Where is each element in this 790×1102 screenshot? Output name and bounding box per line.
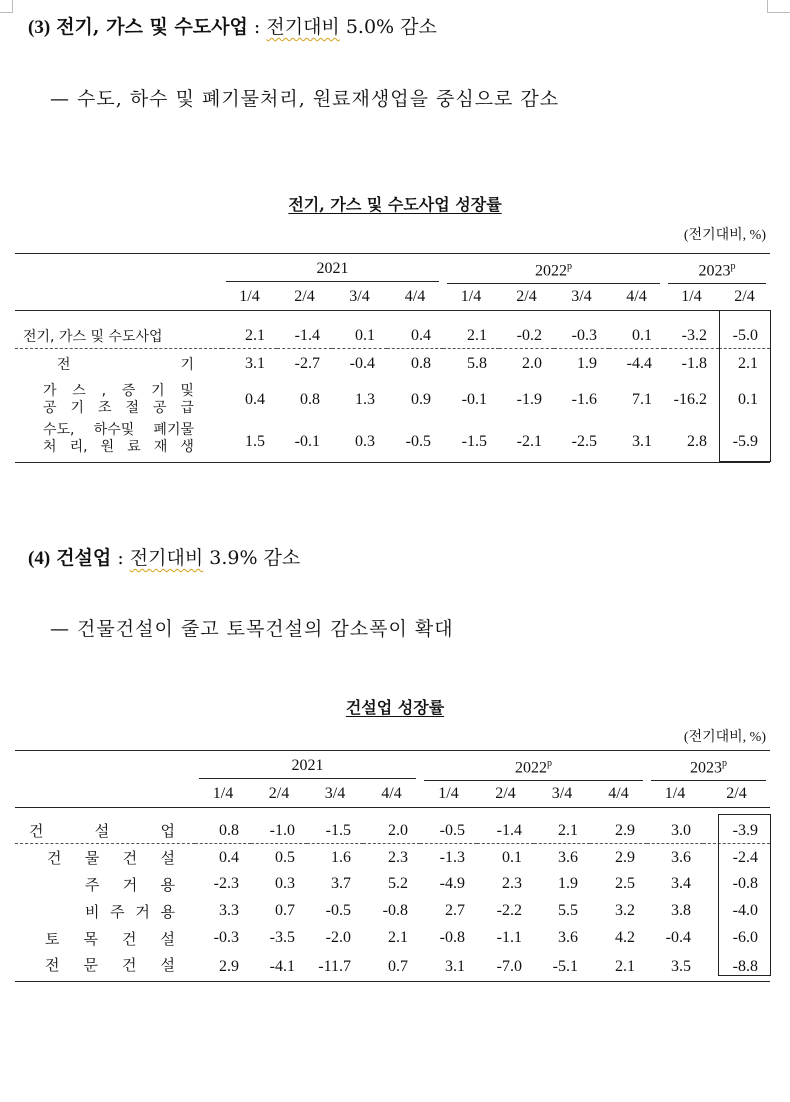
table-cell: 1.6: [331, 848, 351, 866]
table-cell: 3.6: [558, 929, 578, 947]
table-cell: 0.8: [219, 821, 239, 839]
table-cell: -0.5: [405, 432, 431, 450]
row-label-water: 수도, 하수및 폐기물 처 리, 원 료 재 생: [43, 421, 194, 455]
row-label-nonresidential: 비 주 거 용: [85, 902, 175, 921]
quarter-label: 3/4: [571, 288, 592, 306]
table-cell: 0.9: [411, 390, 431, 408]
table-cell: -0.8: [439, 929, 465, 947]
table-cell: -0.1: [461, 390, 487, 408]
year-2022: 2022$^p$: [420, 751, 647, 782]
table-cell: 5.2: [388, 875, 408, 893]
table-cell: 2.1: [615, 957, 635, 975]
table-cell: -0.4: [349, 355, 375, 373]
table-cell: -5.1: [552, 957, 578, 975]
table-cell: 3.0: [671, 821, 691, 839]
table-cell: -5.9: [732, 432, 758, 450]
section3-growth-table: [15, 253, 770, 463]
quarter-label: 1/4: [438, 785, 459, 803]
table-cell: -3.5: [269, 929, 295, 947]
table-cell: 1.3: [355, 390, 375, 408]
table-cell: -1.3: [439, 848, 465, 866]
table-cell: 7.1: [632, 390, 652, 408]
table-cell: 0.4: [219, 848, 239, 866]
table-cell: -4.1: [269, 957, 295, 975]
table-cell: 2.1: [467, 326, 487, 344]
table-cell: -2.4: [732, 848, 758, 866]
table-cell: 3.4: [671, 875, 691, 893]
table-cell: -0.2: [516, 326, 542, 344]
table-cell: -1.6: [571, 390, 597, 408]
section3-unit: (전기대비, %): [683, 228, 766, 243]
table-row: [15, 349, 770, 379]
table-cell: 3.8: [671, 902, 691, 920]
table-cell: 1.9: [558, 875, 578, 893]
quarter-label: 3/4: [551, 785, 573, 803]
table-cell: 3.1: [445, 957, 465, 975]
table-cell: 0.1: [738, 390, 758, 408]
section3-table-title: 전기, 가스 및 수도사업 성장률: [288, 195, 502, 214]
table-cell: 0.1: [502, 848, 522, 866]
quarter-label: 2/4: [268, 785, 290, 803]
table-cell: -2.3: [213, 875, 239, 893]
table-cell: -4.9: [439, 875, 465, 893]
table-cell: 3.6: [671, 848, 691, 866]
table-row: [15, 925, 770, 952]
quarter-label: 2/4: [294, 288, 315, 306]
page-corner-mark-left: [0, 0, 13, 13]
quarter-label: 1/4: [681, 288, 702, 306]
section4-heading: [28, 543, 300, 570]
table-row: [15, 898, 770, 925]
table-cell: 3.2: [615, 902, 635, 920]
section3-summary-rest: 5.0% 감소: [345, 16, 437, 38]
year-2023: 2023$^p$: [647, 751, 770, 782]
table-cell: 0.8: [411, 355, 431, 373]
section4-colon: :: [117, 547, 124, 569]
table-cell: -1.5: [325, 821, 351, 839]
table-cell: 0.4: [411, 326, 431, 344]
table-cell: 3.1: [632, 432, 652, 450]
table-cell: 3.5: [671, 957, 691, 975]
table-cell: -7.0: [496, 957, 522, 975]
table-cell: -1.0: [269, 821, 295, 839]
year-2023: 2023$^p$: [664, 254, 770, 285]
table-cell: 3.3: [219, 902, 239, 920]
table-cell: -16.2: [673, 390, 707, 408]
table-cell: -8.8: [732, 957, 758, 975]
quarter-header-row: [15, 781, 770, 808]
table-cell: 0.4: [245, 390, 265, 408]
section4-title: 건설업: [56, 547, 112, 569]
year-2021: 2021: [195, 751, 420, 782]
year-2021: 2021: [222, 254, 443, 285]
table-cell: -0.4: [665, 929, 691, 947]
quarter-label: 4/4: [404, 288, 426, 306]
table-cell: 3.1: [245, 355, 265, 373]
row-label-specialty: 전 문 건 설: [45, 956, 175, 975]
table-row: [15, 844, 770, 871]
table-cell: -0.5: [439, 821, 465, 839]
quarter-label: 4/4: [608, 785, 629, 803]
table-cell: 2.1: [738, 355, 758, 373]
table-cell: 3.7: [331, 875, 351, 893]
table-cell: 2.3: [388, 848, 408, 866]
highlight-box-2023-q2: [718, 814, 771, 976]
section3-title: 전기, 가스 및 수도사업: [56, 16, 248, 38]
table-cell: -0.5: [325, 902, 351, 920]
table-cell: 1.9: [577, 355, 597, 373]
table-cell: 5.8: [467, 355, 487, 373]
table-cell: -2.7: [294, 355, 320, 373]
table-row: [15, 952, 770, 982]
quarter-label: 2/4: [734, 288, 755, 306]
section4-unit: (전기대비, %): [683, 730, 766, 745]
table-cell: 2.7: [445, 902, 465, 920]
quarter-label: 1/4: [664, 785, 686, 803]
table-cell: -4.4: [626, 355, 652, 373]
table-cell: 2.9: [219, 957, 239, 975]
table-cell: 0.7: [275, 902, 295, 920]
row-label-total: 전기, 가스 및 수도사업: [23, 328, 163, 345]
quarter-label: 1/4: [239, 288, 260, 306]
row-label-building: 건 물 건 설: [47, 849, 175, 868]
page-corner-mark-right: [767, 0, 790, 13]
section3-heading: [28, 12, 437, 39]
table-cell: -2.5: [571, 432, 597, 450]
row-label-residential: 주 거 용: [85, 875, 175, 894]
section4-bullet: — 건물건설이 줄고 토목건설의 감소폭이 확대: [50, 618, 454, 640]
section3-bullet: — 수도, 하수 및 폐기물처리, 원료재생업을 중심으로 감소: [50, 88, 560, 110]
section4-number: (4): [28, 548, 51, 569]
table-cell: -5.0: [732, 326, 758, 344]
table-cell: -2.0: [325, 929, 351, 947]
table-cell: 2.9: [615, 821, 635, 839]
table-cell: -0.8: [732, 875, 758, 893]
table-cell: 4.2: [615, 929, 635, 947]
table-row: [15, 818, 770, 844]
year-header-row: [15, 751, 770, 782]
table-cell: 0.1: [355, 326, 375, 344]
table-cell: -1.9: [516, 390, 542, 408]
table-row: [15, 871, 770, 898]
section4-table-title: 건설업 성장률: [345, 698, 445, 717]
table-cell: 2.1: [558, 821, 578, 839]
section3-summary-prefix: 전기대비: [266, 16, 340, 38]
quarter-label: 2/4: [726, 785, 747, 803]
table-cell: 2.0: [522, 355, 542, 373]
table-cell: -4.0: [732, 902, 758, 920]
row-label-gas: 가 스 , 증 기 및 공 기 조 절 공 급: [43, 382, 194, 416]
table-cell: 0.1: [632, 326, 652, 344]
quarter-label: 3/4: [324, 785, 346, 803]
table-cell: -0.3: [213, 929, 239, 947]
quarter-label: 1/4: [460, 288, 482, 306]
year-header-row: [15, 254, 770, 285]
quarter-label: 2/4: [495, 785, 516, 803]
row-label-civil: 토 목 건 설: [45, 929, 175, 948]
table-cell: 2.5: [615, 875, 635, 893]
table-cell: 2.8: [687, 432, 707, 450]
table-cell: 0.3: [275, 875, 295, 893]
table-cell: -0.3: [571, 326, 597, 344]
table-cell: -1.4: [496, 821, 522, 839]
table-row: [15, 421, 770, 463]
quarter-label: 4/4: [381, 785, 402, 803]
table-cell: 3.6: [558, 848, 578, 866]
quarter-header-row: [15, 284, 770, 311]
quarter-label: 2/4: [516, 288, 537, 306]
table-cell: 0.7: [388, 957, 408, 975]
table-cell: -2.2: [496, 902, 522, 920]
table-cell: -1.1: [496, 929, 522, 947]
table-row: [15, 323, 770, 349]
table-cell: 5.5: [558, 902, 578, 920]
section3-colon: :: [253, 16, 261, 38]
table-cell: 2.1: [388, 929, 408, 947]
highlight-box-2023-q2: [719, 310, 771, 462]
year-2022: 2022$^p$: [443, 254, 664, 285]
table-cell: 0.8: [300, 390, 320, 408]
table-cell: 0.5: [275, 848, 295, 866]
row-label-electricity: 전 기: [57, 357, 194, 374]
table-cell: -3.2: [681, 326, 707, 344]
table-cell: -11.7: [318, 957, 351, 975]
table-cell: 2.0: [388, 821, 408, 839]
table-cell: -1.5: [461, 432, 487, 450]
table-cell: -2.1: [516, 432, 542, 450]
row-label-construction: 건 설 업: [29, 822, 175, 841]
table-cell: -0.8: [382, 902, 408, 920]
table-cell: -3.9: [732, 821, 758, 839]
table-cell: 2.1: [245, 326, 265, 344]
table-cell: 2.9: [615, 848, 635, 866]
section4-growth-table: [15, 750, 770, 982]
table-cell: -6.0: [732, 929, 758, 947]
quarter-label: 4/4: [626, 288, 647, 306]
table-cell: -1.8: [681, 355, 707, 373]
section3-number: (3): [28, 17, 51, 38]
section4-summary-prefix: 전기대비: [129, 547, 204, 569]
table-cell: 2.3: [502, 875, 522, 893]
table-cell: 1.5: [245, 432, 265, 450]
table-cell: -0.1: [294, 432, 320, 450]
quarter-label: 1/4: [212, 785, 234, 803]
table-cell: -1.4: [294, 326, 320, 344]
table-row: [15, 379, 770, 421]
quarter-label: 3/4: [349, 288, 370, 306]
table-cell: 0.3: [355, 432, 375, 450]
section4-summary-rest: 3.9% 감소: [209, 547, 301, 569]
